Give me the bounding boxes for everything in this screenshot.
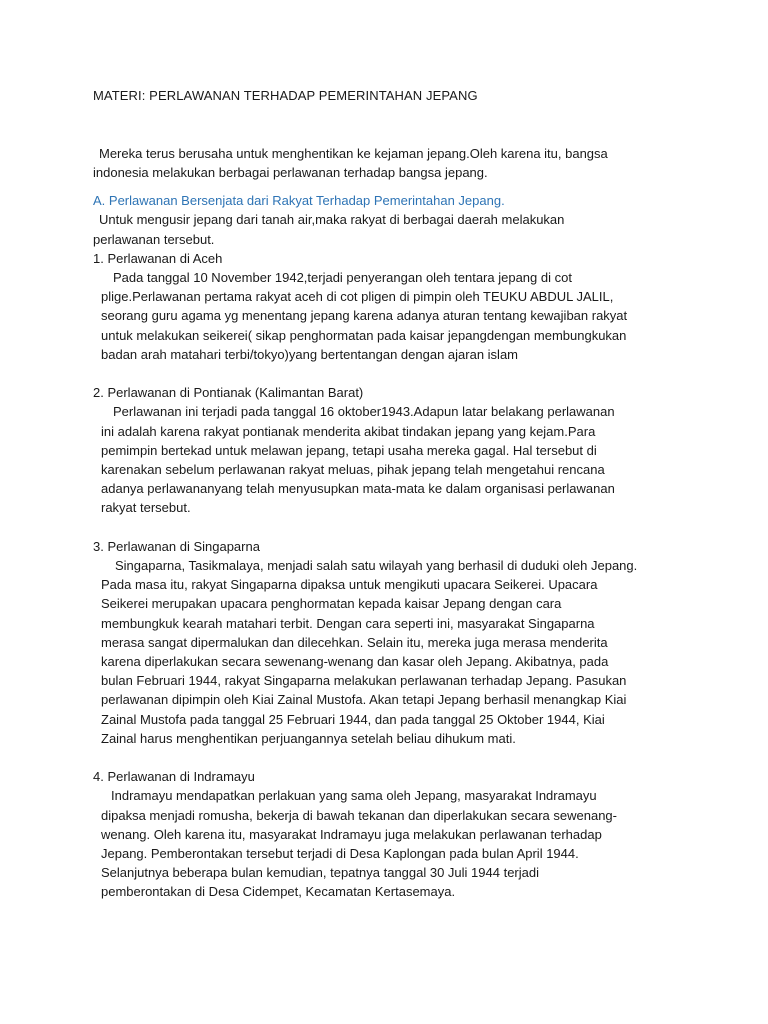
item-heading-aceh: 1. Perlawanan di Aceh bbox=[93, 251, 223, 266]
item-heading-singaparna: 3. Perlawanan di Singaparna bbox=[93, 539, 260, 554]
item-paragraph-line: karena diperlakukan secara sewenang-wenang dan kasar oleh Jepang. Akibatnya, pada bbox=[101, 654, 609, 669]
item-paragraph-line: seorang guru agama yg menentang jepang karena adanya aturan tentang kewajiban rakyat bbox=[101, 308, 628, 323]
item-paragraph-line: Zainal Mustofa pada tanggal 25 Februari 1944, dan pada tanggal 25 Oktober 1944, Kiai bbox=[101, 712, 605, 727]
intro-line: Mereka terus berusaha untuk menghentikan ke kejaman jepang.Oleh karena itu, bangsa bbox=[99, 146, 608, 161]
section-a-line: perlawanan tersebut. bbox=[93, 232, 215, 247]
item-paragraph-line: perlawanan dipimpin oleh Kiai Zainal Mustofa. Akan tetapi Jepang berhasil menangkap Kiai bbox=[101, 692, 627, 707]
item-paragraph-line: Jepang. Pemberontakan tersebut terjadi di Desa Kaplongan pada bulan April 1944. bbox=[101, 846, 579, 861]
item-paragraph-line: pemberontakan di Desa Cidempet, Kecamatan Kertasemaya. bbox=[101, 884, 456, 899]
section-a-heading: A. Perlawanan Bersenjata dari Rakyat Terhadap Pemerintahan Jepang. bbox=[93, 193, 505, 208]
item-paragraph-line: Seikerei merupakan upacara penghormatan kepada kaisar Jepang dengan cara bbox=[101, 596, 562, 611]
item-paragraph-line: badan arah matahari terbi/tokyo)yang bertentangan dengan ajaran islam bbox=[101, 347, 518, 362]
item-paragraph-line: dipaksa menjadi romusha, bekerja di bawah tekanan dan diperlakukan secara sewenang- bbox=[101, 808, 617, 823]
item-paragraph-line: karenakan sebelum perlawanan rakyat meluas, pihak jepang telah mengetahui rencana bbox=[101, 462, 605, 477]
item-paragraph-line: bulan Februari 1944, rakyat Singaparna melakukan perlawanan terhadap Jepang. Pasukan bbox=[101, 673, 627, 688]
item-paragraph-line: rakyat tersebut. bbox=[101, 500, 191, 515]
item-paragraph-line: Singaparna, Tasikmalaya, menjadi salah satu wilayah yang berhasil di duduki oleh Jepang. bbox=[115, 558, 638, 573]
item-paragraph-line: wenang. Oleh karena itu, masyarakat Indramayu juga melakukan perlawanan terhadap bbox=[101, 827, 602, 842]
section-a-line: Untuk mengusir jepang dari tanah air,maka rakyat di berbagai daerah melakukan bbox=[99, 212, 565, 227]
item-paragraph-line: Perlawanan ini terjadi pada tanggal 16 oktober1943.Adapun latar belakang perlawanan bbox=[113, 404, 615, 419]
item-paragraph-line: merasa sangat dipermalukan dan dilecehkan. Selain itu, mereka juga merasa menderita bbox=[101, 635, 608, 650]
intro-line: indonesia melakukan berbagai perlawanan terhadap bangsa jepang. bbox=[93, 165, 488, 180]
item-heading-indramayu: 4. Perlawanan di Indramayu bbox=[93, 769, 255, 784]
item-paragraph-line: Selanjutnya beberapa bulan kemudian, tepatnya tanggal 30 Juli 1944 terjadi bbox=[101, 865, 539, 880]
item-paragraph-line: untuk melakukan seikerei( sikap penghormatan pada kaisar jepangdengan membungkukan bbox=[101, 328, 627, 343]
item-paragraph-line: membungkuk kearah matahari terbit. Dengan cara seperti ini, masyarakat Singaparna bbox=[101, 616, 595, 631]
item-paragraph-line: adanya perlawananyang telah menyusupkan mata-mata ke dalam organisasi perlawanan bbox=[101, 481, 615, 496]
item-paragraph-line: Pada tanggal 10 November 1942,terjadi penyerangan oleh tentara jepang di cot bbox=[113, 270, 572, 285]
page-title: MATERI: PERLAWANAN TERHADAP PEMERINTAHAN JEPANG bbox=[93, 88, 478, 103]
item-paragraph-line: Indramayu mendapatkan perlakuan yang sama oleh Jepang, masyarakat Indramayu bbox=[111, 788, 597, 803]
item-paragraph-line: pemimpin bertekad untuk melawan jepang, tetapi usaha mereka gagal. Hal tersebut di bbox=[101, 443, 597, 458]
item-paragraph-line: ini adalah karena rakyat pontianak menderita akibat tindakan jepang yang kejam.Para bbox=[101, 424, 596, 439]
item-paragraph-line: plige.Perlawanan pertama rakyat aceh di cot pligen di pimpin oleh TEUKU ABDUL JALIL, bbox=[101, 289, 614, 304]
item-heading-pontianak: 2. Perlawanan di Pontianak (Kalimantan Barat) bbox=[93, 385, 364, 400]
item-paragraph-line: Pada masa itu, rakyat Singaparna dipaksa untuk mengikuti upacara Seikerei. Upacara bbox=[101, 577, 598, 592]
item-paragraph-line: Zainal harus menghentikan perjuangannya setelah beliau dihukum mati. bbox=[101, 731, 516, 746]
